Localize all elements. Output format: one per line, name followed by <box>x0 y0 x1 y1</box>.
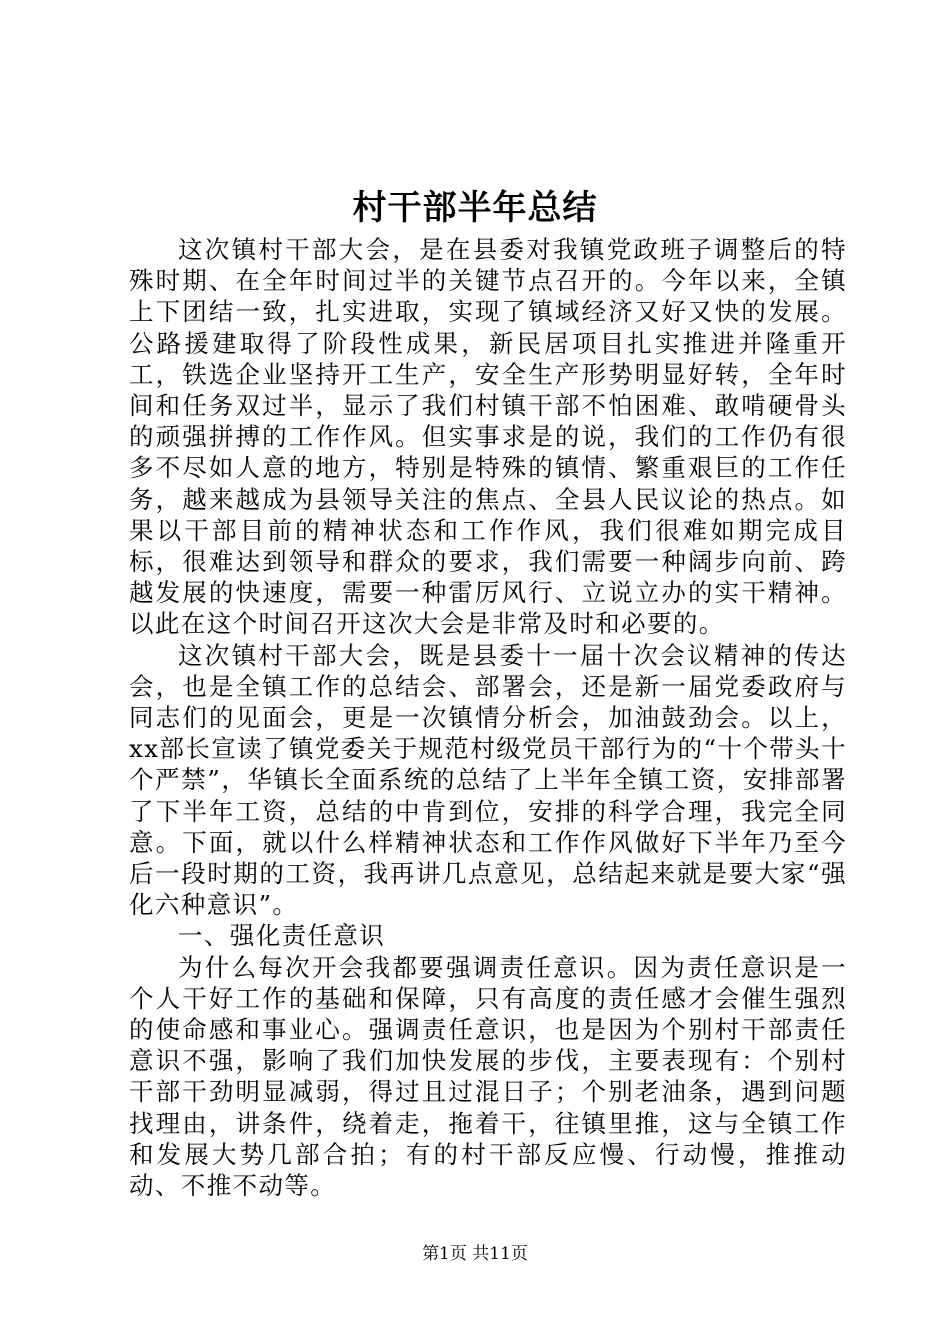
document-title: 村干部半年总结 <box>352 188 598 228</box>
section-heading-responsibility: 一、强化责任意识 <box>178 921 386 951</box>
paragraph-intro: 这次镇村干部大会，是在县委对我镇党政班子调整后的特殊时期、在全年时间过半的关键节点召开的。今年以来，全镇上下团结一致，扎实进取，实现了镇域经济又好又快的发展。公路援建取得了阶段性成果，新民居项目扎实推进并隆重开工，铁选企业坚持开工生产，安全生产形势明显好转，全年时间和任务双过半，显示了我们村镇干部不怕困难、敢啃硬骨头的顽强拼搏的工作作风。但实事求是的说，我们的工作仍有很多不尽如人意的地方，特别是特殊的镇情、繁重艰巨的工作任务，越来越成为县领导关注的焦点、全县人民议论的热点。如果以干部目前的精神状态和工作作风，我们很难如期完成目标，很难达到领导和群众的要求，我们需要一种阔步向前、跨越发展的快速度，需要一种雷厉风行、立说立办的实干精神。以此在这个时间召开这次大会是非常及时和必要的。 <box>129 235 847 639</box>
paragraph-meeting: 这次镇村干部大会，既是县委十一届十次会议精神的传达会，也是全镇工作的总结会、部署会，还是新一届党委政府与同志们的见面会，更是一次镇情分析会，加油鼓劲会。以上，xx部长宣读了镇党委关于规范村级党员干部行为的“十个带头十个严禁”，华镇长全面系统的总结了上半年全镇工资，安排部署了下半年工资，总结的中肯到位，安排的科学合理，我完全同意。下面，就以什么样精神状态和工作作风做好下半年乃至今后一段时期的工资，我再讲几点意见，总结起来就是要大家“强化六种意识”。 <box>129 640 847 920</box>
document-body <box>129 234 847 1201</box>
paragraph-responsibility: 为什么每次开会我都要强调责任意识。因为责任意识是一个人干好工作的基础和保障，只有高度的责任感才会催生强烈的使命感和事业心。强调责任意识，也是因为个别村干部责任意识不强，影响了我们加快发展的步伐，主要表现有：个别村干部干劲明显减弱，得过且过混日子；个别老油条，遇到问题找理由，讲条件，绕着走，拖着干，往镇里推，这与全镇工作和发展大势几部合拍；有的村干部反应慢、行动慢，推推动动、不推不动等。 <box>129 952 847 1201</box>
page-footer: 第1页 共11页 <box>422 1244 528 1264</box>
